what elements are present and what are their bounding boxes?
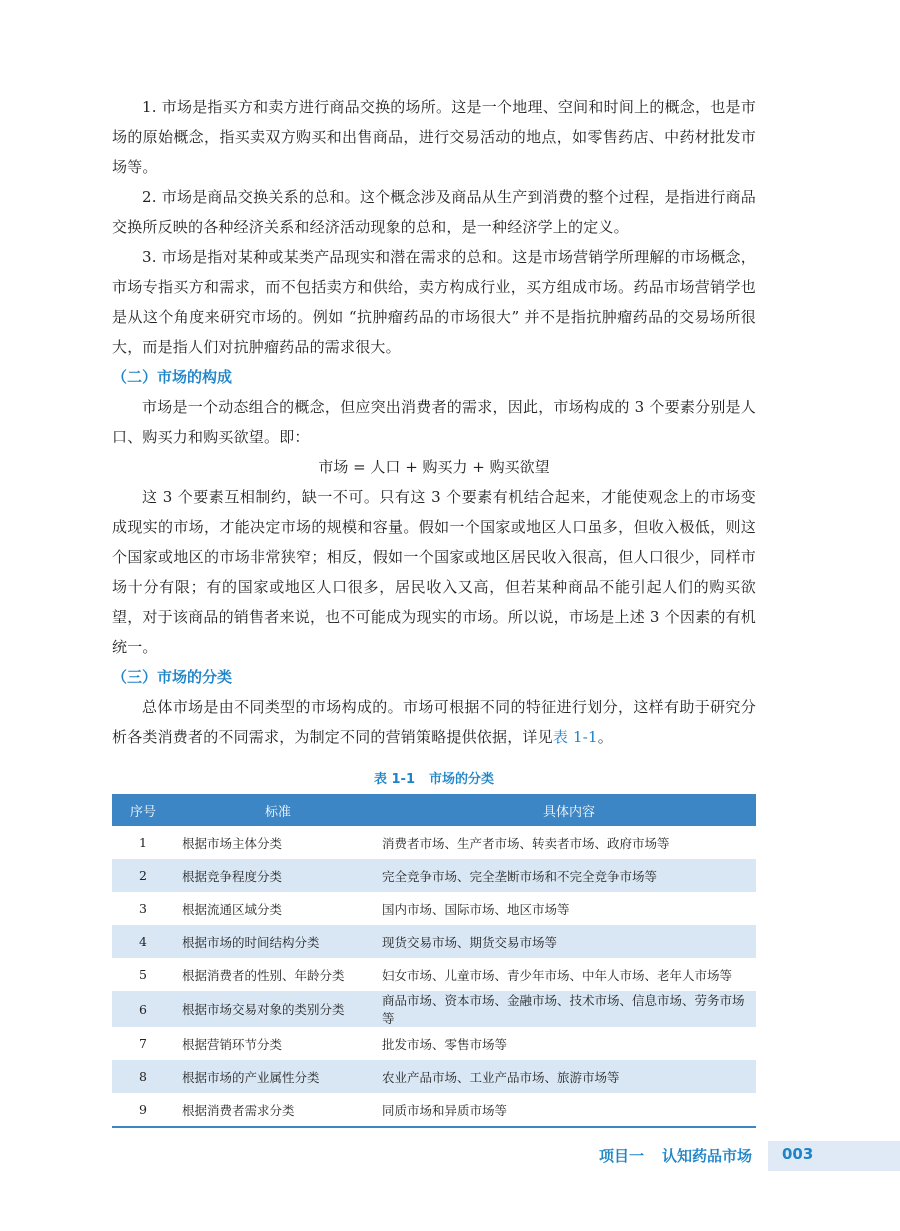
cell-index: 5 [139,967,147,982]
table-row [112,1060,756,1093]
cell-standard: 根据市场主体分类 [182,835,283,851]
table-reference-link[interactable]: 表 1-1 [552,728,598,746]
section-heading-classification: （三）市场的分类 [112,668,233,686]
cell-detail: 同质市场和异质市场等 [382,1093,756,1127]
cell-index: 4 [112,925,174,958]
table-row [112,826,756,859]
cell-detail: 妇女市场、儿童市场、青少年市场、中年人市场、老年人市场等 [382,967,733,983]
paragraph-market-definition-1: 1. 市场是指买方和卖方进行商品交换的场所。这是一个地理、空间和时间上的概念，也是市场的原始概念，指买卖双方购买和出售商品，进行交易活动的地点，如零售药店、中药材批发市场等。 [112,98,756,176]
table-row [112,925,756,958]
page-number: 003 [782,1145,814,1163]
cell-index: 8 [112,1060,174,1093]
cell-detail: 完全竞争市场、完全垄断市场和不完全竞争市场等 [382,859,756,892]
table-row [112,892,756,925]
cell-standard: 根据市场的时间结构分类 [174,925,382,958]
table-row [112,991,756,1027]
cell-standard: 根据竞争程度分类 [174,859,382,892]
paragraph-composition-intro: 市场是一个动态组合的概念，但应突出消费者的需求，因此，市场构成的 3 个要素分别是人口、购买力和购买欲望。即： [112,398,756,446]
header-index: 序号 [112,794,174,826]
table-caption-title: 市场的分类 [429,772,495,787]
market-classification-table [112,794,756,1128]
paragraph-composition-body: 这 3 个要素互相制约，缺一不可。只有这 3 个要素有机结合起来，才能使观念上的市场变成现实的市场，才能决定市场的规模和容量。假如一个国家或地区人口虽多，但收入极低，则这个国家或地区的市场非常狭窄；相反，假如一个国家或地区居民收入很高，但人口很少，同样市场十分有限；有的国家或地区人口很多，居民收入又高，但若某种商品不能引起人们的购买欲望，对于该商品的销售者来说，也不可能成为现实的市场。所以说，市场是上述 3 个因素的有机统一。 [112,488,756,656]
table-row [112,1093,756,1127]
table-row [112,958,756,991]
cell-index: 2 [112,859,174,892]
paragraph-market-definition-2: 2. 市场是商品交换关系的总和。这个概念涉及商品从生产到消费的整个过程，是指进行商品交换所反映的各种经济关系和经济活动现象的总和，是一种经济学上的定义。 [112,188,756,236]
table-row [112,859,756,892]
intro-period: 。 [597,728,613,746]
footer-running-title [599,1145,752,1166]
table-caption [112,770,756,790]
cell-standard: 根据流通区域分类 [182,901,283,917]
section-heading-composition: （二）市场的构成 [112,368,233,386]
market-formula: 市场 = 人口 + 购买力 + 购买欲望 [318,458,550,476]
page-content [112,92,756,1128]
cell-detail: 消费者市场、生产者市场、转卖者市场、政府市场等 [382,835,670,851]
paragraph-classification-intro [112,692,756,752]
paragraph-market-definition-3: 3. 市场是指对某种或某类产品现实和潜在需求的总和。这是市场营销学所理解的市场概念，市场专指买方和需求，而不包括卖方和供给，卖方构成行业，买方组成市场。药品市场营销学也是从这个角度来研究市场的。例如 “抗肿瘤药品的市场很大” 并不是指抗肿瘤药品的交易场所很大，而是指人们对抗肿瘤药品的需求很大。 [112,248,756,356]
cell-index: 3 [139,901,147,916]
footer-chapter-title: 认知药品市场 [661,1147,752,1165]
table-header-row [112,794,756,826]
cell-index: 7 [139,1036,147,1051]
footer-project-label: 项目一 [598,1147,644,1165]
cell-detail: 商品市场、资本市场、金融市场、技术市场、信息市场、劳务市场等 [382,991,756,1027]
cell-index: 9 [112,1093,174,1127]
header-standard: 标准 [174,794,382,826]
cell-detail: 批发市场、零售市场等 [382,1036,508,1052]
table-caption-number: 表 1-1 [373,772,415,787]
intro-text: 总体市场是由不同类型的市场构成的。市场可根据不同的特征进行划分，这样有助于研究分析各类消费者的不同需求，为制定不同的营销策略提供依据，详见 [112,698,756,746]
cell-detail: 农业产品市场、工业产品市场、旅游市场等 [382,1060,756,1093]
header-detail: 具体内容 [382,794,756,826]
table-row [112,1027,756,1060]
cell-standard: 根据市场的产业属性分类 [174,1060,382,1093]
cell-standard: 根据消费者需求分类 [174,1093,382,1127]
page-footer [0,1141,900,1171]
cell-standard: 根据市场交易对象的类别分类 [174,991,382,1027]
cell-detail: 现货交易市场、期货交易市场等 [382,925,756,958]
page-number-box [768,1141,900,1171]
cell-standard: 根据消费者的性别、年龄分类 [182,967,345,983]
cell-index: 1 [139,835,147,850]
cell-standard: 根据营销环节分类 [182,1036,283,1052]
cell-detail: 国内市场、国际市场、地区市场等 [382,901,570,917]
cell-index: 6 [112,991,174,1027]
